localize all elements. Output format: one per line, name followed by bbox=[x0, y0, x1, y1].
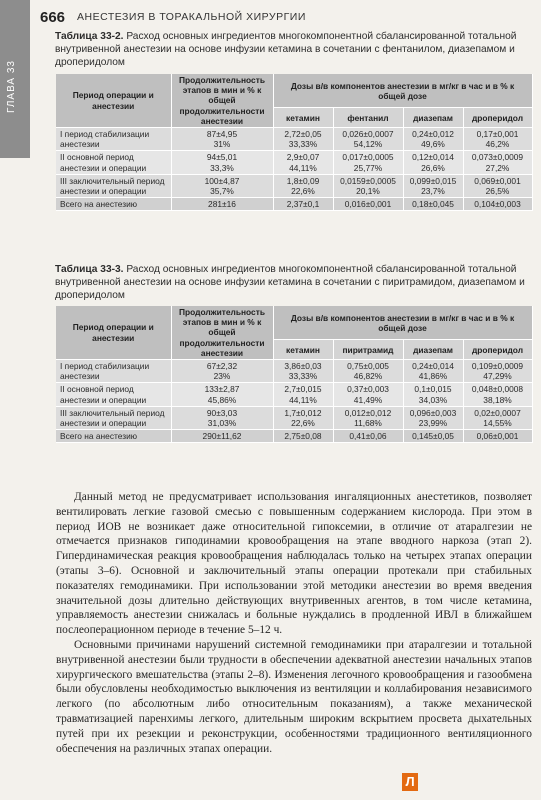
table2-caption-label: Таблица 33-3. bbox=[55, 264, 124, 275]
table1-header-drug: кетамин bbox=[273, 108, 333, 128]
table1-header-duration: Продолжительность этапов в мин и % к общей продолжительности анестезии bbox=[171, 74, 273, 128]
table1-header-drug: дроперидол bbox=[463, 108, 532, 128]
value-cell: 94±5,01 33,3% bbox=[171, 151, 273, 174]
table2-header-duration: Продолжительность этапов в мин и % к общей продолжительности анестезии bbox=[171, 306, 273, 360]
body-text bbox=[56, 490, 532, 756]
period-cell: Всего на анестезию bbox=[56, 198, 171, 211]
period-cell: III заключительный период анестезии и операции bbox=[56, 406, 171, 429]
period-cell: Всего на анестезию bbox=[56, 430, 171, 443]
value-cell: 0,24±0,014 41,86% bbox=[403, 360, 463, 383]
table-row bbox=[56, 151, 532, 174]
table1-header-drug: фентанил bbox=[333, 108, 403, 128]
value-cell: 0,02±0,0007 14,55% bbox=[463, 406, 532, 429]
value-cell: 0,24±0,012 49,6% bbox=[403, 128, 463, 151]
table1-caption-text: Расход основных ингредиентов многокомпонентной сбалансированной тотальной внутривенной анестезии на основе инфузии кетамина в сочетании с фентанилом, диазепамом и дроперидолом bbox=[55, 31, 517, 69]
value-cell: 290±11,62 bbox=[171, 430, 273, 443]
table1 bbox=[56, 74, 533, 211]
value-cell: 0,012±0,012 11,68% bbox=[333, 406, 403, 429]
value-cell: 2,75±0,08 bbox=[273, 430, 333, 443]
table-row bbox=[56, 383, 532, 406]
table2-caption bbox=[55, 263, 533, 303]
value-cell: 0,0159±0,0005 20,1% bbox=[333, 174, 403, 197]
value-cell: 133±2,87 45,86% bbox=[171, 383, 273, 406]
value-cell: 2,7±0,015 44,11% bbox=[273, 383, 333, 406]
value-cell: 0,016±0,001 bbox=[333, 198, 403, 211]
page-header bbox=[40, 6, 530, 28]
litres-logo-icon bbox=[402, 773, 418, 791]
value-cell: 0,048±0,0008 38,18% bbox=[463, 383, 532, 406]
value-cell: 0,1±0,015 34,03% bbox=[403, 383, 463, 406]
value-cell: 3,86±0,03 33,33% bbox=[273, 360, 333, 383]
value-cell: 90±3,03 31,03% bbox=[171, 406, 273, 429]
table1-header-drug: диазепам bbox=[403, 108, 463, 128]
value-cell: 0,18±0,045 bbox=[403, 198, 463, 211]
running-title: АНЕСТЕЗИЯ В ТОРАКАЛЬНОЙ ХИРУРГИИ bbox=[77, 11, 306, 23]
value-cell: 0,41±0,06 bbox=[333, 430, 403, 443]
table2-header-drug: кетамин bbox=[273, 340, 333, 360]
table1-caption bbox=[55, 30, 533, 70]
value-cell: 0,109±0,0009 47,29% bbox=[463, 360, 532, 383]
body-paragraph-2: Основными причинами нарушений системной гемодинамики при атаралгезии и тотальной внутривенной анестезии были трудности в обеспечении адекватной анестезии начальных этапов хирургического вмешательства (этапы 2–8). Изменения легочного кровообращения и газообмена были обусловлены необходимостью выключения из вентиляции и коллабирования независимого легкого (по абсолютным либо относительным показаниям), а также механической травматизацией паренхимы легкого, длительным широким вскрытием просвета дыхательных путей при их резекции и реконструкции, особенностями традиционного вентиляционного обеспечения на различных этапах операции. bbox=[56, 638, 532, 755]
period-cell: I период стабилизации анестезии bbox=[56, 128, 171, 151]
value-cell: 0,026±0,0007 54,12% bbox=[333, 128, 403, 151]
value-cell: 87±4,95 31% bbox=[171, 128, 273, 151]
value-cell: 100±4,87 35,7% bbox=[171, 174, 273, 197]
period-cell: III заключительный период анестезии и операции bbox=[56, 174, 171, 197]
value-cell: 0,096±0,003 23,99% bbox=[403, 406, 463, 429]
value-cell: 0,069±0,001 26,5% bbox=[463, 174, 532, 197]
table1-caption-label: Таблица 33-2. bbox=[55, 31, 124, 42]
value-cell: 0,099±0,015 23,7% bbox=[403, 174, 463, 197]
table1-header-period: Период операции и анестезии bbox=[56, 74, 171, 128]
value-cell: 281±16 bbox=[171, 198, 273, 211]
table-row bbox=[56, 128, 532, 151]
value-cell: 0,06±0,001 bbox=[463, 430, 532, 443]
table2-header-drug: дроперидол bbox=[463, 340, 532, 360]
table-row bbox=[56, 406, 532, 429]
page-number: 666 bbox=[40, 8, 66, 26]
period-cell: II основной период анестезии и операции bbox=[56, 383, 171, 406]
logo-letter: Л bbox=[405, 774, 415, 789]
value-cell: 0,104±0,003 bbox=[463, 198, 532, 211]
period-cell: I период стабилизации анестезии bbox=[56, 360, 171, 383]
chapter-side-tab bbox=[0, 0, 30, 158]
value-cell: 0,75±0,005 46,82% bbox=[333, 360, 403, 383]
table-row bbox=[56, 360, 532, 383]
table1-header-doses: Дозы в/в компонентов анестезии в мг/кг в час и в % к общей дозе bbox=[273, 74, 532, 108]
value-cell: 1,7±0,012 22,6% bbox=[273, 406, 333, 429]
table-row bbox=[56, 430, 532, 443]
table2 bbox=[56, 306, 533, 443]
value-cell: 0,073±0,0009 27,2% bbox=[463, 151, 532, 174]
period-cell: II основной период анестезии и операции bbox=[56, 151, 171, 174]
value-cell: 67±2,32 23% bbox=[171, 360, 273, 383]
table2-caption-text: Расход основных ингредиентов многокомпонентной сбалансированной тотальной внутривенной анестезии на основе инфузии кетамина в сочетании с пиритрамидом, диазепамом и дроперидолом bbox=[55, 264, 525, 302]
value-cell: 0,017±0,0005 25,77% bbox=[333, 151, 403, 174]
chapter-label: ГЛАВА 33 bbox=[6, 60, 17, 113]
value-cell: 2,9±0,07 44,11% bbox=[273, 151, 333, 174]
table-row bbox=[56, 198, 532, 211]
value-cell: 0,145±0,05 bbox=[403, 430, 463, 443]
value-cell: 0,17±0,001 46,2% bbox=[463, 128, 532, 151]
value-cell: 0,37±0,003 41,49% bbox=[333, 383, 403, 406]
table2-header-drug: пиритрамид bbox=[333, 340, 403, 360]
table2-header-period: Период операции и анестезии bbox=[56, 306, 171, 360]
table2-header-drug: диазепам bbox=[403, 340, 463, 360]
value-cell: 0,12±0,014 26,6% bbox=[403, 151, 463, 174]
table-row bbox=[56, 174, 532, 197]
table2-header-doses: Дозы в/в компонентов анестезии в мг/кг в час и в % к общей дозе bbox=[273, 306, 532, 340]
value-cell: 1,8±0,09 22,6% bbox=[273, 174, 333, 197]
body-paragraph-1: Данный метод не предусматривает использования ингаляционных анестетиков, позволяет вентилировать легкие газовой смесью с повышенным содержанием кислорода. При этом в период ИОВ не возникает даже относительной гипоксемии, в отличие от атаралгезии не отмечается признаков гиподинамии кровообращения на этапе вводного наркоза (этап 2). Гипердинамическая реакция кровообращения наблюдалась только на четырех этапах операции (этапы 3–6). Основной и заключительный этапы операции протекали при стабильных показателях гемодинамики. При использовании этой методики анестезии во время введения значительной дозы длительно действующих внутривенных агентов, в том числе кетамина, управляемость анестезии снижалась и больные нуждались в продленной ИВЛ в ближайшем послеоперационном периоде в течение 5–12 ч. bbox=[56, 491, 532, 637]
value-cell: 2,37±0,1 bbox=[273, 198, 333, 211]
value-cell: 2,72±0,05 33,33% bbox=[273, 128, 333, 151]
